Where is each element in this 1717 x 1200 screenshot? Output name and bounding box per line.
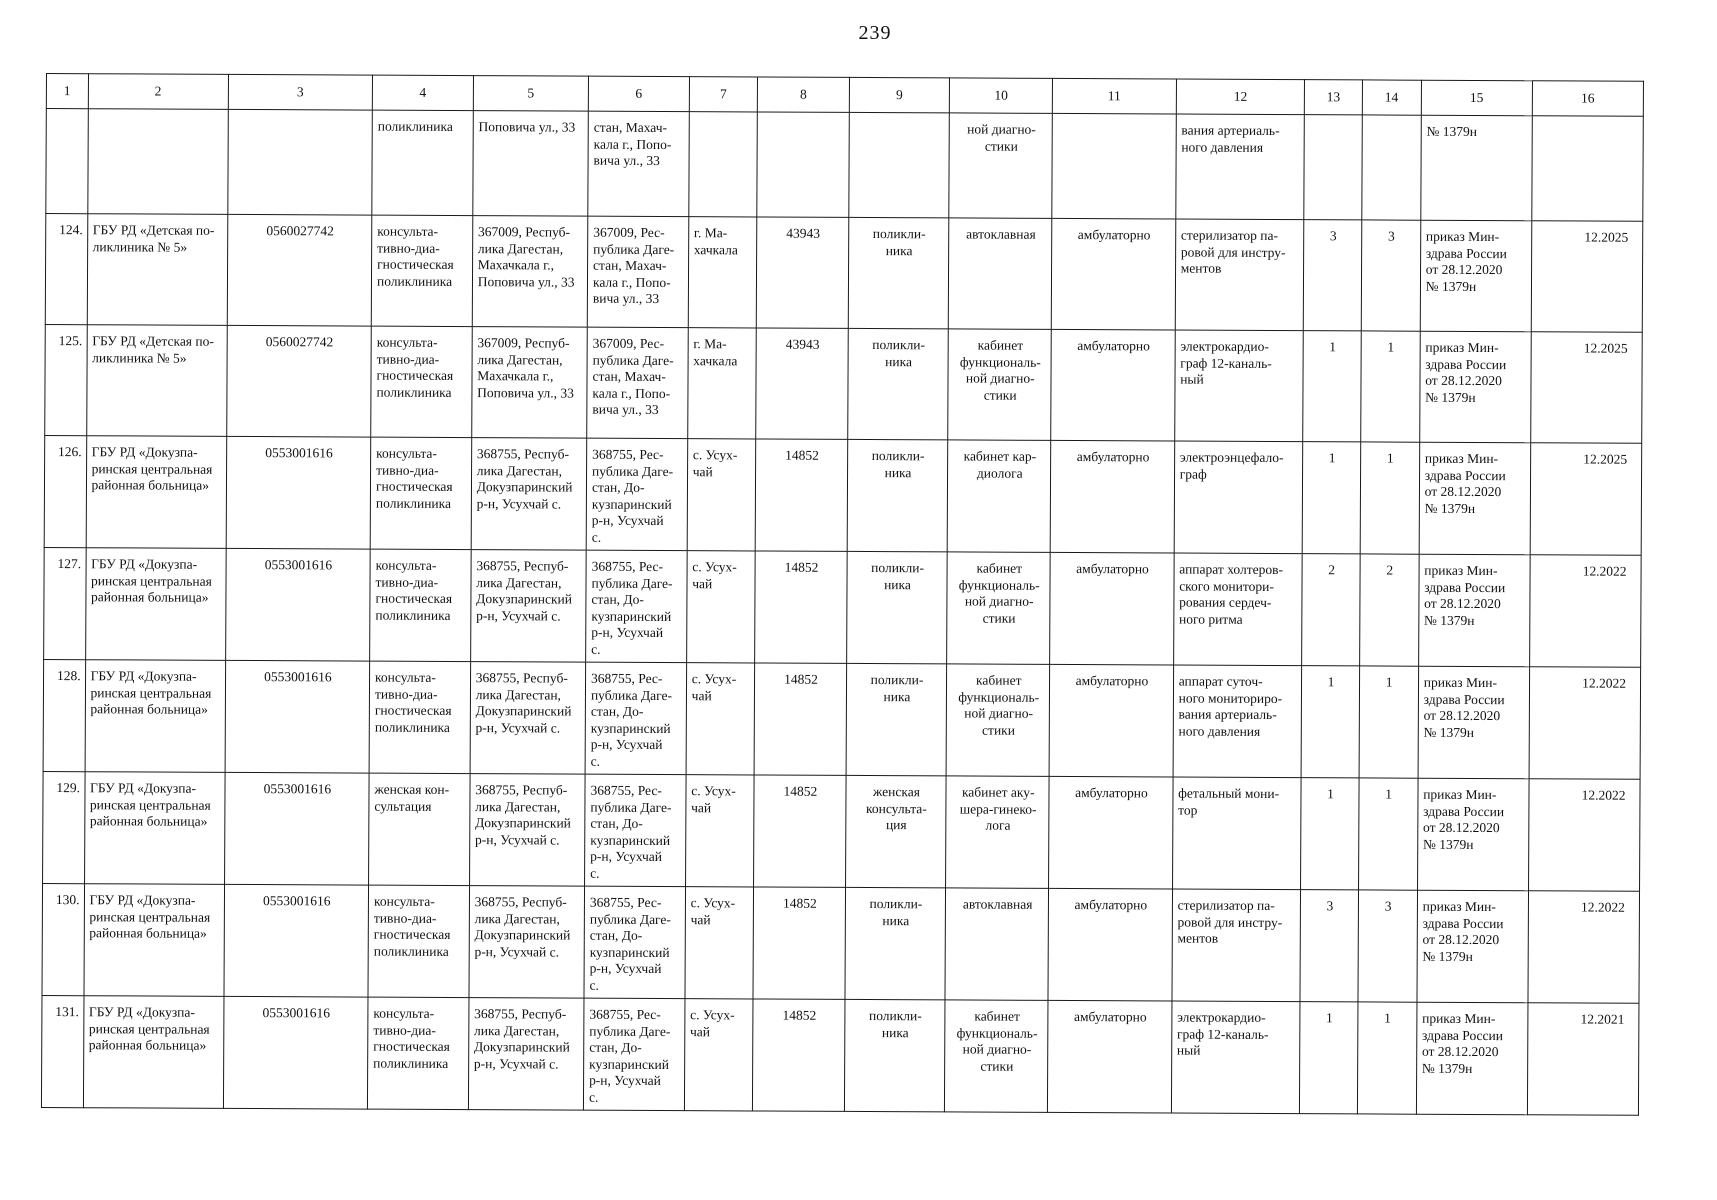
cell-equipment-name: электрокардио- граф 12-каналь- ный [1171, 1001, 1300, 1114]
cell-unit-profile: поликли- ника [847, 328, 948, 439]
cell-subdivision-type: консульта- тивно-диа- гностическая поликлиника [371, 215, 472, 326]
cell-replacement-date: 12.2022 [1529, 667, 1641, 780]
cell-population: 14852 [753, 887, 845, 999]
column-header-1: 1 [46, 74, 88, 109]
registry-body [41, 74, 1643, 1116]
cell-organization-name: ГБУ РД «Докузпа- ринская центральная районная больница» [84, 772, 225, 885]
cell-organization-name: ГБУ РД «Докузпа- ринская центральная районная больница» [84, 884, 225, 997]
continuation-subdivision-type: поликлиника [372, 110, 473, 215]
cell-legal-address: 367009, Респуб- лика Дагестан, Махачкала г., Поповича ул., 33 [471, 327, 587, 439]
cell-inn: 0553001616 [226, 436, 371, 549]
cell-regulation: приказ Мин- здрава России от 28.12.2020 № 1379н [1416, 1002, 1528, 1115]
cell-legal-address: 368755, Респуб- лика Дагестан, Докузпаринский р-н, Усухчай с. [471, 438, 587, 551]
continuation-replacement-date [1532, 116, 1644, 222]
cell-organization-name: ГБУ РД «Детская по- ликлиника № 5» [87, 214, 228, 326]
cell-population: 14852 [755, 439, 847, 551]
cell-row-number: 131. [41, 995, 83, 1107]
cell-quantity-available: 3 [1361, 220, 1421, 331]
cell-subdivision-type: консульта- тивно-диа- гностическая поликлиника [368, 885, 469, 997]
column-header-9: 9 [849, 77, 950, 112]
continuation-row [46, 109, 1643, 222]
cell-settlement: г. Ма- хачкала [688, 217, 757, 328]
cell-subdivision-type: консульта- тивно-диа- гностическая поликлиника [371, 326, 472, 437]
continuation-row-number [46, 109, 88, 214]
cell-actual-address: 368755, Рес- публика Даге- стан, До- кузпаринский р-н, Усухчай с. [586, 438, 687, 550]
table-row [45, 324, 1643, 443]
cell-care-conditions: амбулаторно [1050, 440, 1174, 553]
cell-unit-profile: поликли- ника [845, 887, 946, 999]
cell-actual-address: 368755, Рес- публика Даге- стан, До- кузпаринский р-н, Усухчай с. [586, 550, 687, 662]
cell-subdivision-type: консульта- тивно-диа- гностическая поликлиника [369, 661, 470, 773]
cell-quantity-required: 1 [1302, 666, 1360, 778]
cell-room: кабинет аку- шера-гинеко- лога [946, 776, 1049, 889]
cell-quantity-required: 2 [1302, 554, 1360, 666]
cell-quantity-required: 1 [1303, 442, 1361, 554]
cell-organization-name: ГБУ РД «Докузпа- ринская центральная районная больница» [85, 660, 226, 773]
table-row [43, 659, 1641, 779]
cell-settlement: с. Усух- чай [684, 999, 753, 1111]
continuation-actual-address: стан, Махач- кала г., Попо- вича ул., 33 [588, 111, 689, 216]
cell-subdivision-type: консульта- тивно-диа- гностическая поликлиника [367, 997, 468, 1109]
cell-regulation: приказ Мин- здрава России от 28.12.2020 № 1379н [1417, 890, 1529, 1003]
continuation-inn [228, 109, 373, 215]
cell-legal-address: 367009, Респуб- лика Дагестан, Махачкала г., Поповича ул., 33 [472, 216, 588, 328]
cell-population: 43943 [757, 217, 849, 328]
column-header-12: 12 [1176, 79, 1305, 115]
cell-equipment-name: аппарат суточ- ного мониториро- вания артериаль- ного давления [1173, 665, 1302, 778]
cell-regulation: приказ Мин- здрава России от 28.12.2020 № 1379н [1417, 778, 1529, 891]
cell-organization-name: ГБУ РД «Докузпа- ринская центральная районная больница» [85, 548, 226, 661]
cell-care-conditions: амбулаторно [1051, 218, 1175, 330]
cell-inn: 0553001616 [224, 772, 369, 885]
column-header-4: 4 [372, 75, 473, 110]
cell-row-number: 130. [42, 883, 84, 995]
cell-quantity-available: 3 [1358, 890, 1418, 1002]
cell-population: 14852 [754, 775, 846, 887]
column-header-7: 7 [689, 77, 758, 112]
column-header-6: 6 [588, 76, 689, 111]
cell-unit-profile: поликли- ника [846, 551, 947, 663]
column-header-3: 3 [228, 74, 372, 110]
cell-row-number: 127. [44, 547, 86, 659]
column-header-16: 16 [1532, 81, 1643, 117]
registry-table [41, 73, 1644, 1116]
cell-row-number: 125. [45, 324, 87, 435]
cell-settlement: с. Усух- чай [687, 439, 756, 551]
continuation-quantity-required [1304, 115, 1362, 220]
cell-row-number: 124. [45, 214, 87, 325]
cell-subdivision-type: консульта- тивно-диа- гностическая поликлиника [370, 549, 471, 661]
cell-organization-name: ГБУ РД «Детская по- ликлиника № 5» [86, 325, 227, 437]
column-header-10: 10 [950, 78, 1053, 114]
cell-quantity-required: 1 [1301, 778, 1359, 890]
cell-replacement-date: 12.2022 [1529, 555, 1641, 668]
cell-replacement-date: 12.2022 [1528, 779, 1640, 892]
cell-unit-profile: поликли- ника [847, 439, 948, 551]
cell-regulation: приказ Мин- здрава России от 28.12.2020 № 1379н [1418, 666, 1530, 779]
cell-quantity-required: 3 [1300, 890, 1358, 1002]
column-header-15: 15 [1421, 80, 1532, 116]
cell-population: 43943 [756, 328, 848, 439]
cell-inn: 0553001616 [225, 660, 370, 773]
cell-actual-address: 368755, Рес- публика Даге- стан, До- кузпаринский р-н, Усухчай с. [584, 886, 685, 998]
cell-quantity-available: 1 [1360, 442, 1420, 554]
cell-legal-address: 368755, Респуб- лика Дагестан, Докузпаринский р-н, Усухчай с. [469, 886, 585, 999]
cell-replacement-date: 12.2025 [1530, 443, 1642, 556]
continuation-regulation: № 1379н [1421, 115, 1533, 221]
cell-actual-address: 368755, Рес- публика Даге- стан, До- кузпаринский р-н, Усухчай с. [585, 774, 686, 886]
cell-care-conditions: амбулаторно [1049, 664, 1173, 777]
column-header-5: 5 [473, 76, 588, 112]
table-row [44, 547, 1642, 667]
cell-equipment-name: фетальный мони- тор [1172, 777, 1301, 890]
cell-quantity-available: 1 [1360, 331, 1420, 442]
cell-room: кабинет функциональ- ной диагно- стики [946, 664, 1049, 777]
cell-quantity-required: 1 [1300, 1002, 1358, 1114]
cell-unit-profile: поликли- ника [846, 663, 947, 775]
cell-organization-name: ГБУ РД «Докузпа- ринская центральная районная больница» [86, 436, 227, 549]
cell-inn: 0553001616 [223, 996, 368, 1109]
continuation-organization-name [87, 109, 228, 215]
cell-unit-profile: поликли- ника [848, 217, 949, 328]
cell-settlement: с. Усух- чай [685, 775, 754, 887]
cell-subdivision-type: женская кон- сультация [369, 773, 470, 885]
continuation-legal-address: Поповича ул., 33 [473, 111, 589, 217]
cell-row-number: 129. [43, 771, 85, 883]
table-row [41, 995, 1639, 1115]
cell-settlement: с. Усух- чай [685, 887, 754, 999]
column-header-2: 2 [88, 74, 228, 110]
cell-regulation: приказ Мин- здрава России от 28.12.2020 № 1379н [1420, 220, 1532, 332]
cell-actual-address: 368755, Рес- публика Даге- стан, До- кузпаринский р-н, Усухчай с. [585, 662, 686, 774]
cell-equipment-name: стерилизатор па- ровой для инстру- ментов [1172, 889, 1301, 1002]
table-row [44, 435, 1642, 555]
cell-care-conditions: амбулаторно [1048, 888, 1172, 1001]
cell-unit-profile: женская консульта- ция [845, 775, 946, 887]
cell-actual-address: 367009, Рес- публика Даге- стан, Махач- кала г., Попо- вича ул., 33 [587, 327, 688, 438]
cell-replacement-date: 12.2025 [1531, 221, 1643, 333]
cell-replacement-date: 12.2022 [1528, 891, 1640, 1004]
cell-regulation: приказ Мин- здрава России от 28.12.2020 № 1379н [1419, 331, 1531, 443]
continuation-care-conditions [1052, 113, 1176, 219]
cell-room: автоклавная [949, 218, 1052, 330]
cell-legal-address: 368755, Респуб- лика Дагестан, Докузпаринский р-н, Усухчай с. [469, 774, 585, 887]
cell-unit-profile: поликли- ника [844, 999, 945, 1111]
cell-care-conditions: амбулаторно [1051, 329, 1175, 441]
cell-organization-name: ГБУ РД «Докузпа- ринская центральная районная больница» [83, 996, 224, 1109]
continuation-unit-profile [848, 112, 949, 217]
cell-population: 14852 [755, 551, 847, 663]
cell-population: 14852 [754, 663, 846, 775]
cell-row-number: 128. [43, 659, 85, 771]
cell-row-number: 126. [44, 435, 86, 547]
cell-quantity-available: 1 [1357, 1002, 1417, 1114]
table-row [45, 214, 1643, 333]
cell-inn: 0553001616 [224, 884, 369, 997]
cell-room: кабинет функциональ- ной диагно- стики [947, 552, 1050, 665]
cell-quantity-available: 2 [1359, 554, 1419, 666]
table-row [42, 883, 1640, 1003]
continuation-settlement [689, 112, 758, 217]
cell-care-conditions: амбулаторно [1049, 776, 1173, 889]
cell-care-conditions: амбулаторно [1050, 552, 1174, 665]
cell-replacement-date: 12.2025 [1531, 332, 1643, 444]
cell-room: кабинет функциональ- ной диагно- стики [948, 329, 1051, 441]
cell-inn: 0560027742 [226, 325, 371, 437]
cell-room: кабинет функциональ- ной диагно- стики [945, 1000, 1048, 1113]
cell-legal-address: 368755, Респуб- лика Дагестан, Докузпаринский р-н, Усухчай с. [470, 550, 586, 663]
continuation-room: ной диагно- стики [949, 113, 1052, 219]
cell-equipment-name: электрокардио- граф 12-каналь- ный [1174, 330, 1303, 442]
cell-actual-address: 368755, Рес- публика Даге- стан, До- кузпаринский р-н, Усухчай с. [583, 998, 684, 1110]
continuation-population [757, 112, 849, 217]
cell-room: кабинет кар- диолога [948, 440, 1051, 553]
table-row [43, 771, 1641, 891]
cell-subdivision-type: консульта- тивно-диа- гностическая поликлиника [370, 437, 471, 549]
cell-equipment-name: аппарат холтеров- ского монитори- рования сердеч- ного ритма [1173, 553, 1302, 666]
cell-inn: 0553001616 [225, 548, 370, 661]
cell-regulation: приказ Мин- здрава России от 28.12.2020 № 1379н [1418, 554, 1530, 667]
cell-quantity-available: 1 [1359, 666, 1419, 778]
cell-regulation: приказ Мин- здрава России от 28.12.2020 № 1379н [1419, 442, 1531, 555]
continuation-equipment-name: вания артериаль- ного давления [1176, 114, 1305, 220]
cell-replacement-date: 12.2021 [1527, 1003, 1639, 1116]
cell-legal-address: 368755, Респуб- лика Дагестан, Докузпаринский р-н, Усухчай с. [470, 662, 586, 775]
continuation-quantity-available [1361, 115, 1421, 220]
column-header-14: 14 [1362, 80, 1421, 115]
cell-inn: 0560027742 [227, 214, 372, 326]
cell-settlement: г. Ма- хачкала [687, 328, 756, 439]
cell-quantity-required: 3 [1304, 220, 1362, 331]
column-header-8: 8 [758, 77, 850, 112]
column-header-11: 11 [1052, 78, 1176, 114]
page-number: 239 [858, 22, 892, 44]
cell-room: автоклавная [945, 888, 1048, 1001]
cell-quantity-required: 1 [1303, 331, 1361, 442]
cell-settlement: с. Усух- чай [686, 663, 755, 775]
cell-quantity-available: 1 [1358, 778, 1418, 890]
cell-equipment-name: электроэнцефало- граф [1174, 441, 1303, 554]
column-header-13: 13 [1305, 80, 1362, 115]
cell-legal-address: 368755, Респуб- лика Дагестан, Докузпаринский р-н, Усухчай с. [468, 998, 584, 1111]
cell-settlement: с. Усух- чай [686, 551, 755, 663]
cell-equipment-name: стерилизатор па- ровой для инстру- ментов [1175, 219, 1304, 331]
cell-population: 14852 [753, 999, 845, 1111]
cell-actual-address: 367009, Рес- публика Даге- стан, Махач- кала г., Попо- вича ул., 33 [587, 216, 688, 327]
cell-care-conditions: амбулаторно [1048, 1000, 1172, 1113]
